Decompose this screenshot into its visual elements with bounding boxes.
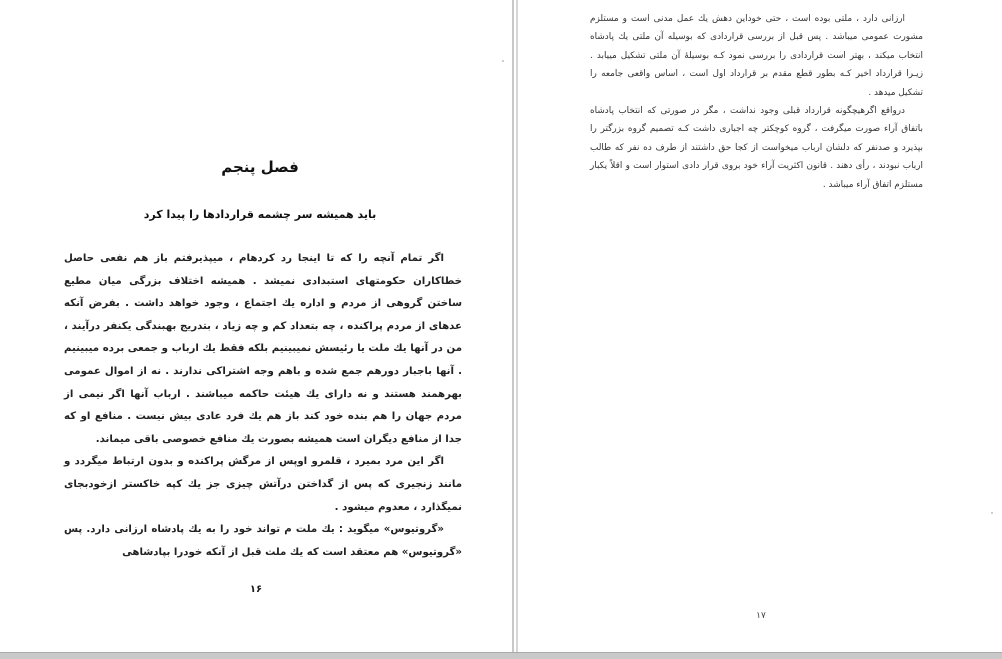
paragraph: «گروتیوس» میگوید : یك ملت م تواند خود را به یك پادشاه ارزانی دارد. پس «گروتیوس» هم معتقد است که یك ملت قبل از آنکه خودرا بپادشاهی	[64, 524, 462, 558]
scan-speck	[991, 512, 993, 514]
page-divider	[516, 0, 518, 652]
page-number: ۱۶	[249, 584, 263, 595]
paragraph: ارزانی دارد ، ملتی بوده است ، حتی خوداین دهش یك عمل مدنی است و مستلزم مشورت عمومی میباشد . پس قبل از بررسی قراردادی که بوسیله آن ملتی یك پادشاه انتخاب میکند ، بهتر است قراردادی را بررسی نمود کـه بوسیلهٔ آن ملتی تشکیل مییابد . زیـرا قرارداد اخیر کـه بطور قطع مقدم بر قرارداد اول است ، اساس واقعی جامعه را تشکیل میدهد .	[590, 14, 923, 98]
horizontal-scrollbar[interactable]	[0, 652, 1002, 659]
page-number: ۱۷	[756, 611, 766, 621]
right-page-body	[590, 10, 923, 194]
chapter-title: فصل پنجم	[221, 158, 299, 176]
paragraph: اگر تمام آنچه را که تا اینجا رد کردهام ، میپذیرفتم باز هم نفعی حاصل خطاکاران حکومتهای استبدادی نمیشد . همیشه اختلاف بزرگی میان مطیع ساختن گروهی از مردم و اداره یك اجتماع ، وجود خواهد داشت . بفرض آنکه عدهای از مردم پراکنده ، چه بتعداد کم و چه زیاد ، بتدریج بهبندگی یکنفر درآیند ، من در آنها یك ملت یا رئیسش نمیبینیم بلکه فقط یك ارباب و جمعی برده میبینیم . آنها باجبار دورهم جمع شده و باهم وجه اشتراکی ندارند . نه از اموال عمومی بهرهمند هستند و نه دارای یك هیئت حاکمه میباشند . ارباب آنها اگر نیمی از مردم جهان را هم بنده خود کند باز هم یك فرد عادی بیش نیست . منافع او که جدا از منافع دیگران است همیشه بصورت یك منافع خصوصی باقی میماند.	[64, 253, 462, 445]
right-page	[521, 0, 1002, 652]
section-title: باید همیشه سر چشمه قراردادها را پیدا کرد	[143, 208, 377, 221]
left-page-body	[64, 248, 462, 564]
scan-speck	[502, 60, 504, 62]
paragraph: اگر این مرد بمیرد ، قلمرو اوپس از مرگش پراکنده و بدون ارتباط میگردد و مانند زنجیری که پس از گداختن درآتش چیزی جز یك کپه خاکستر ازخودبجای نمیگذارد ، معدوم میشود .	[64, 456, 462, 513]
page-divider	[512, 0, 514, 652]
paragraph: درواقع اگرهیچگونه قرارداد قبلی وجود نداشت ، مگر در صورتی که انتخاب پادشاه باتفاق آراء صورت میگرفت ، گروه کوچکتر چه اجباری داشت کـه تصمیم گروه بزرگتر را بپذیرد و صدنفر که دلشان ارباب میخواست از کجا حق داشتند از طرف ده نفر که طالب ارباب نبودند ، رأی دهند . قانون اکثریت آراء خود بروی قرار دادی استوار است و اقلاً یکبار مستلزم اتفاق آراء میباشد .	[590, 106, 923, 190]
